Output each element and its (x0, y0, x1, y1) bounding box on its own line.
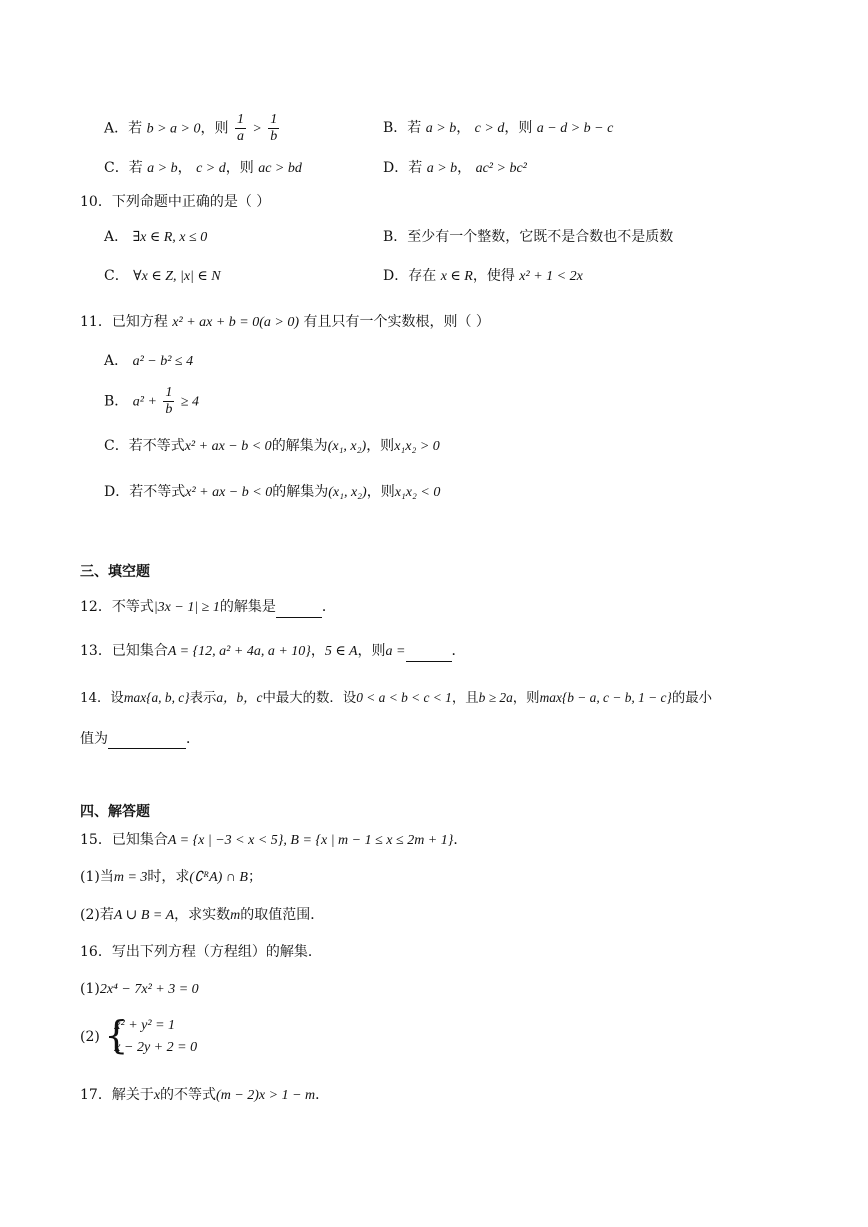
q11-option-c-math1: x² + ax − b < 0 (184, 439, 272, 454)
q14-t6: 的最小 (671, 691, 713, 706)
q10-option-a (104, 227, 207, 248)
q9-option-a-then: ，则 (200, 120, 229, 137)
q11-option-b (104, 385, 199, 418)
q9-option-b-then: ，则 (504, 120, 533, 136)
q15-p2-math: A ∪ B = A (113, 908, 175, 923)
q15-p1-prefix: (1)当 (80, 869, 114, 885)
frac-denominator: a (236, 129, 244, 144)
left-brace-icon: { (104, 1013, 129, 1057)
q13-answer-blank (406, 647, 452, 662)
q11-stem (80, 312, 490, 333)
q11-option-a-math: a² − b² ≤ 4 (132, 354, 194, 369)
q10-option-d-math1: x ∈ R (440, 269, 473, 284)
q11-option-d-prefix: D．若不等式 (104, 484, 186, 500)
q14-line2 (80, 729, 200, 749)
q10-option-d (383, 266, 583, 287)
q9-option-a-gt: > (252, 121, 262, 137)
q9-option-c-cond2: c > d (196, 161, 226, 176)
q12-prefix: 12．不等式 (80, 599, 154, 615)
q16-p2-label: (2) (80, 1029, 100, 1045)
q14-t3: 中最大的数．设 (262, 691, 357, 706)
q15-p2-mid: ，求实数 (174, 907, 231, 923)
q12-answer-blank (276, 603, 322, 618)
q17-math: (m − 2)x > 1 − m (216, 1088, 316, 1103)
q9-option-d: D．若 a > b， ac² > bc² (383, 160, 527, 176)
frac-numerator: 1 (270, 112, 278, 127)
q11-option-a (104, 351, 193, 372)
q13-then: ，则 (357, 643, 386, 659)
q11-option-c-prefix: C．若不等式 (104, 438, 185, 454)
q10-option-c (104, 266, 221, 287)
q11-option-c-then: ，则 (366, 438, 395, 454)
q15-prefix: 15．已知集合 (80, 832, 168, 848)
q15-p1-mid: 时，求 (147, 869, 190, 885)
q14-t2: a，b，c (216, 690, 263, 705)
q11-option-d-math1: x² + ax − b < 0 (185, 485, 273, 500)
q13-math2: 5 ∈ A (324, 644, 358, 659)
q14-end: ． (186, 731, 200, 747)
q10-option-c-math: ∀x ∈ Z, |x| ∈ N (133, 269, 221, 284)
q13-math3: a = (385, 644, 406, 659)
q9-option-b: B．若 a > b， c > d，则 a − d > b − c (383, 120, 614, 136)
q11-option-c (104, 436, 440, 457)
q17-var: x (153, 1088, 161, 1103)
q17 (80, 1085, 329, 1106)
q14-t1: 表示 (189, 691, 217, 706)
q16-p2-row1: x² + y² = 1 (114, 1018, 176, 1033)
q16-p2-system (104, 1015, 197, 1059)
q12-suffix: 的解集是 (219, 599, 276, 615)
q14-answer-blank (108, 734, 186, 749)
q11-option-d-math2: (x₁, x₂) (328, 485, 367, 500)
q15-p1-math1: m = 3 (113, 870, 148, 885)
q15-math: A = {x | −3 < x < 5}, B = {x | m − 1 ≤ x ≤ 2m + 1} (167, 833, 454, 848)
q15-part2 (80, 905, 324, 926)
q13 (80, 641, 466, 662)
q11-option-b-math-post: ≥ 4 (180, 394, 199, 410)
q13-prefix: 13．已知集合 (80, 643, 168, 659)
q16-part2 (80, 1013, 197, 1061)
q14-line2-text: 值为 (80, 731, 108, 747)
q10-option-c-label: C． (104, 268, 129, 284)
q9-option-c: C．若 a > b， c > d，则 ac > bd (104, 160, 302, 176)
q16-part1 (80, 979, 199, 1000)
q9-option-c-cond1: a > b (147, 161, 178, 176)
q10-option-a-math: ∃x ∈ R, x ≤ 0 (132, 230, 208, 245)
q13-math1: A = {12, a² + 4a, a + 10} (167, 644, 311, 659)
q9-option-c-then: ，则 (225, 160, 254, 176)
q12-end: ． (321, 599, 336, 615)
q15-p2-prefix: (2)若 (80, 907, 114, 923)
q11-option-a-label: A． (104, 353, 129, 369)
q9-option-d-cond2: ac² > bc² (475, 161, 527, 176)
q14-math4: max{b − a, c − b, 1 − c} (539, 690, 672, 705)
q9-option-a (104, 112, 281, 145)
q17-end: ． (315, 1087, 330, 1103)
q11-option-d (104, 482, 440, 503)
q11-stem-suffix: 有且只有一个实数根，则（ ） (303, 314, 490, 330)
frac-denominator: b (270, 129, 278, 144)
q16-p2-row2: x − 2y + 2 = 0 (114, 1040, 198, 1055)
q9-option-a-frac1 (235, 112, 246, 145)
q15-p2-var: m (230, 908, 241, 923)
q16-stem: 16．写出下列方程（方程组）的解集． (80, 944, 322, 960)
frac-denominator: b (165, 402, 173, 417)
q11-option-c-math2: (x₁, x₂) (327, 439, 367, 454)
q14-prefix: 14．设 (80, 691, 124, 706)
q9-option-a-cond: b > a > 0 (146, 121, 201, 137)
q9-option-a-prefix: A．若 (104, 120, 143, 137)
frac-numerator: 1 (236, 112, 244, 127)
q9-option-b-concl: a − d > b − c (536, 121, 614, 136)
frac-numerator: 1 (165, 385, 173, 400)
q9-option-d-prefix: D．若 (383, 160, 423, 176)
q9-option-d-cond1: a > b (426, 161, 458, 176)
q13-sep: ， (310, 643, 325, 659)
q14-t4: ，且 (451, 691, 479, 706)
q10-option-d-prefix: D．存在 (383, 268, 437, 284)
q9-option-b-prefix: B．若 (383, 120, 422, 136)
q11-option-c-mid: 的解集为 (271, 438, 328, 454)
q14-t5: ，则 (512, 691, 540, 706)
q10-option-a-label: A． (104, 229, 129, 245)
section-heading-fill-blank: 三、填空题 (80, 564, 150, 580)
q11-option-b-frac (163, 385, 174, 418)
q11-option-c-math3: x₁x₂ > 0 (394, 439, 440, 454)
q14-line1 (80, 688, 712, 709)
q15-stem (80, 830, 467, 851)
q12 (80, 597, 336, 618)
q11-option-d-math3: x₁x₂ < 0 (394, 485, 441, 500)
q15-p1-end: ； (247, 869, 262, 885)
q12-math: |3x − 1| ≥ 1 (153, 600, 220, 615)
q15-p2-end: 的取值范围． (240, 907, 325, 923)
q10-option-d-math2: x² + 1 < 2x (519, 269, 583, 284)
q15-p1-math2: (∁ᴿA) ∩ B (189, 870, 248, 885)
q17-mid: 的不等式 (160, 1087, 217, 1103)
q9-option-b-cond1: a > b (425, 121, 457, 136)
q11-stem-prefix: 11．已知方程 (80, 314, 168, 330)
q14-math1: max{a, b, c} (123, 690, 190, 705)
q10-option-d-mid: ，使得 (472, 268, 515, 284)
q14-math2: 0 < a < b < c < 1 (356, 690, 452, 705)
q15-end: ． (453, 832, 468, 848)
q11-option-d-then: ，则 (366, 484, 395, 500)
q9-option-c-prefix: C．若 (104, 160, 143, 176)
q9-option-a-frac2 (268, 112, 279, 145)
q10-option-b: B．至少有一个整数，它既不是合数也不是质数 (383, 229, 674, 245)
q13-end: ． (451, 643, 466, 659)
q9-option-c-concl: ac > bd (258, 161, 302, 176)
q9-option-b-cond2: c > d (474, 121, 505, 136)
q11-option-d-mid: 的解集为 (272, 484, 329, 500)
q17-prefix: 17．解关于 (80, 1087, 154, 1103)
q11-stem-math: x² + ax + b = 0(a > 0) (172, 315, 300, 330)
q11-option-b-label: B． (104, 393, 129, 410)
q16-p1-label: (1) (80, 981, 100, 997)
q15-part1 (80, 867, 262, 888)
q14-math3: b ≥ 2a (478, 690, 513, 705)
section-heading-solutions: 四、解答题 (80, 804, 150, 820)
q16-p1-math: 2x⁴ − 7x² + 3 = 0 (99, 982, 199, 997)
q10-stem: 10．下列命题中正确的是（ ） (80, 194, 271, 210)
q11-option-b-math-pre: a² + (132, 394, 157, 410)
